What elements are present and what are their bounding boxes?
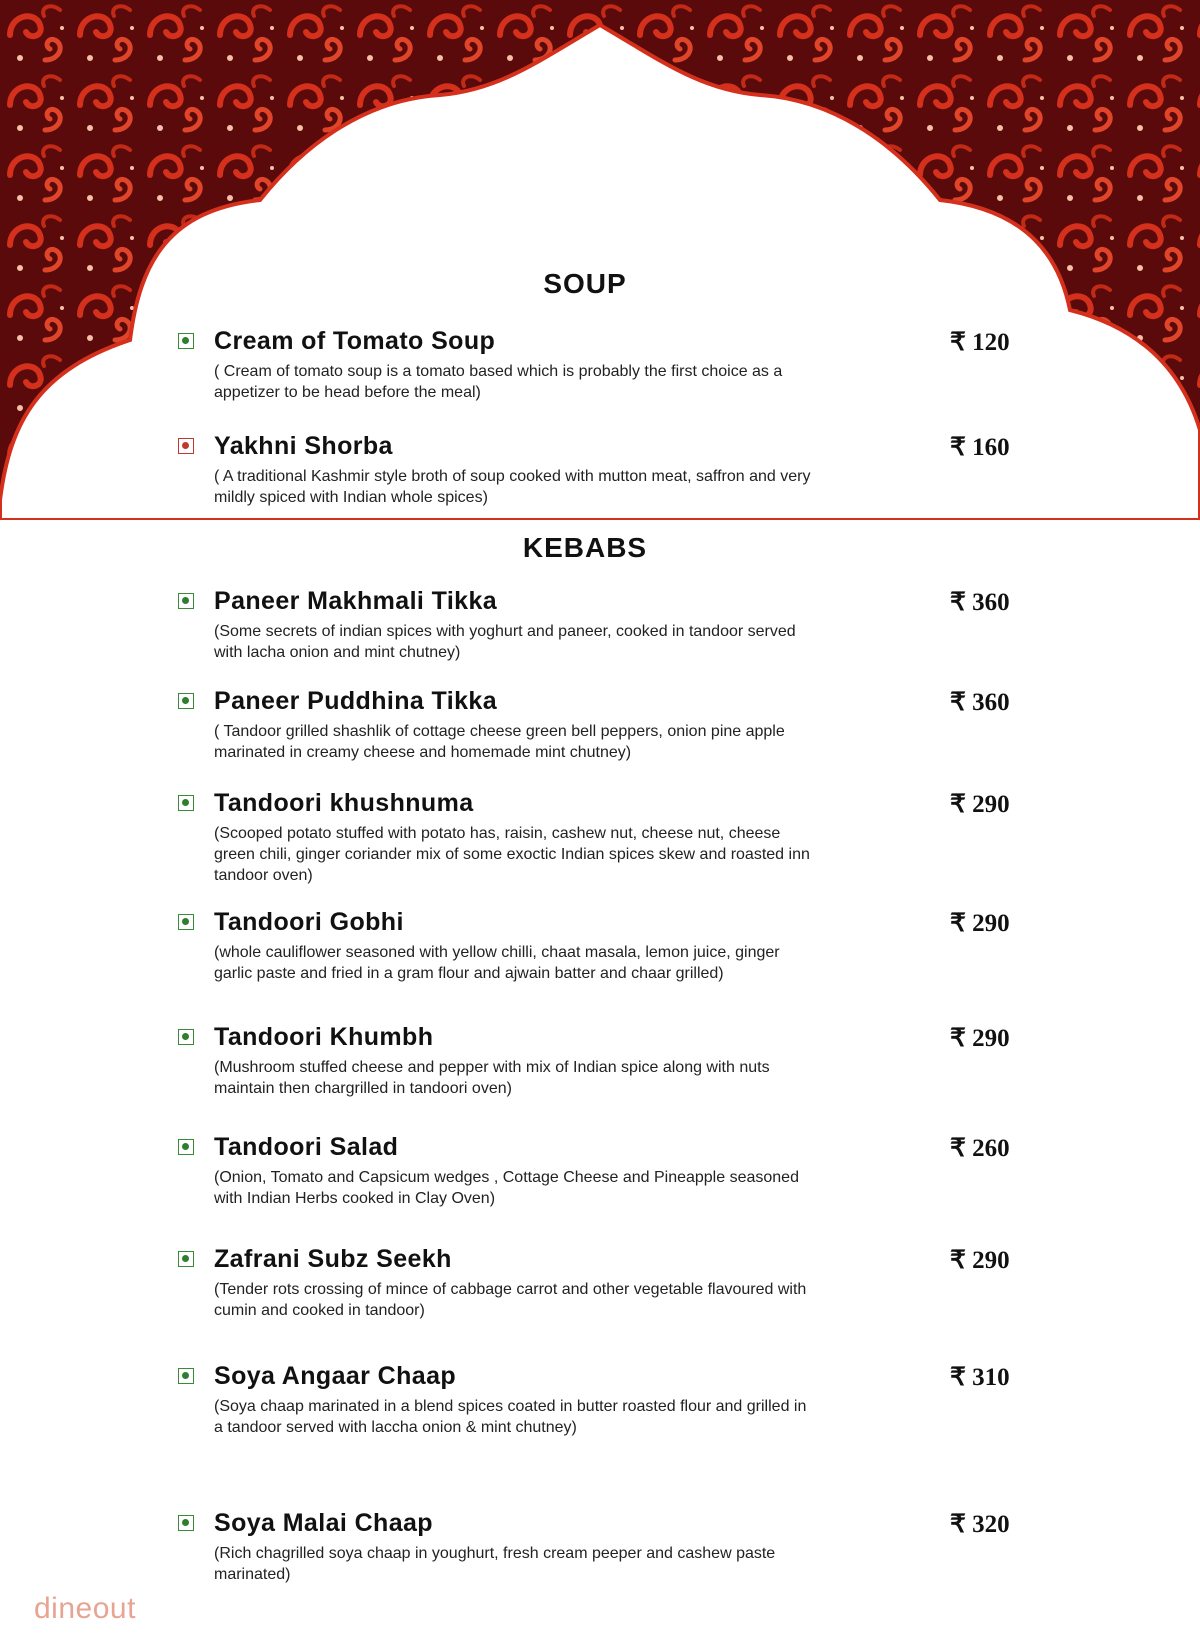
item-price: ₹ 290 (950, 791, 1010, 818)
item-name: Paneer Makhmali Tikka (214, 587, 498, 615)
veg-icon (178, 593, 194, 609)
item-name: Cream of Tomato Soup (214, 327, 496, 355)
item-name: Tandoori Gobhi (214, 908, 404, 936)
section-title-kebabs: KEBABS (522, 532, 648, 563)
item-description: (Scooped potato stuffed with potato has, raisin, cashew nut, cheese nut, cheese green chili, ginger coriander mix of some exoctic Indian spices skew and roasted inn tandoor oven) (214, 825, 810, 884)
item-description: ( A traditional Kashmir style broth of soup cooked with mutton meat, saffron and very mildly spiced with Indian whole spices) (214, 468, 811, 506)
item-name: Tandoori khushnuma (214, 789, 474, 817)
item-name: Paneer Puddhina Tikka (214, 687, 498, 715)
item-name: Tandoori Khumbh (214, 1023, 434, 1051)
dineout-watermark: dineout (34, 1592, 136, 1625)
item-name: Soya Angaar Chaap (214, 1362, 457, 1390)
item-description: (Some secrets of indian spices with yoghurt and paneer, cooked in tandoor served with lacha onion and mint chutney) (214, 623, 796, 661)
item-price: ₹ 290 (950, 910, 1010, 937)
item-name: Yakhni Shorba (214, 432, 393, 460)
item-price: ₹ 290 (950, 1247, 1010, 1274)
item-description: ( Cream of tomato soup is a tomato based which is probably the first choice as a appetizer to be head before the meal) (214, 363, 783, 401)
item-price: ₹ 160 (950, 434, 1010, 461)
item-description: (Soya chaap marinated in a blend spices coated in butter roasted flour and grilled in a tandoor served with laccha onion & mint chutney) (214, 1398, 807, 1436)
item-name: Zafrani Subz Seekh (214, 1245, 452, 1273)
item-name: Soya Malai Chaap (214, 1509, 433, 1537)
item-price: ₹ 320 (950, 1511, 1010, 1538)
item-price: ₹ 260 (950, 1135, 1010, 1162)
veg-icon (178, 693, 194, 709)
item-description: (Onion, Tomato and Capsicum wedges , Cottage Cheese and Pineapple seasoned with Indian Herbs cooked in Clay Oven) (214, 1169, 799, 1207)
veg-icon (178, 1029, 194, 1045)
item-description: ( Tandoor grilled shashlik of cottage cheese green bell peppers, onion pine apple marinated in creamy cheese and homemade mint chutney) (214, 723, 785, 761)
item-price: ₹ 310 (950, 1364, 1010, 1391)
veg-icon (178, 1515, 194, 1531)
veg-icon (178, 1251, 194, 1267)
item-price: ₹ 360 (950, 589, 1010, 616)
item-description: (Mushroom stuffed cheese and pepper with mix of Indian spice along with nuts maintain then chargrilled in tandoori oven) (214, 1059, 770, 1097)
item-price: ₹ 290 (950, 1025, 1010, 1052)
veg-icon (178, 1368, 194, 1384)
nonveg-icon (178, 438, 194, 454)
item-price: ₹ 360 (950, 689, 1010, 716)
veg-icon (178, 333, 194, 349)
item-description: (Tender rots crossing of mince of cabbage carrot and other vegetable flavoured with cumin and cooked in tandoor) (214, 1281, 807, 1319)
item-name: Tandoori Salad (214, 1133, 399, 1161)
section-title-soup: SOUP (543, 268, 627, 299)
item-description: (whole cauliflower seasoned with yellow chilli, chaat masala, lemon juice, ginger garlic paste and fried in a gram flour and ajwain batter and chaar grilled) (214, 944, 780, 982)
item-price: ₹ 120 (950, 329, 1010, 356)
veg-icon (178, 795, 194, 811)
veg-icon (178, 914, 194, 930)
item-description: (Rich chagrilled soya chaap in youghurt, fresh cream peeper and cashew paste marinated) (214, 1545, 776, 1583)
veg-icon (178, 1139, 194, 1155)
